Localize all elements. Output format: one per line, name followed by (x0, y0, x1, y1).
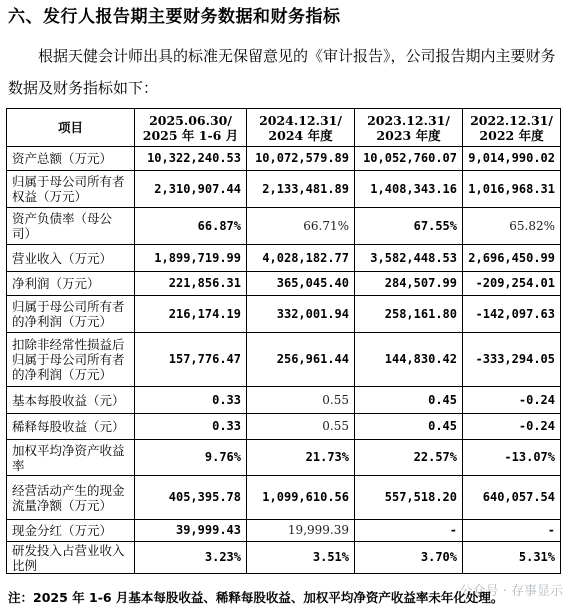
row-label: 资产负债率（母公司） (7, 208, 135, 245)
header-item: 项目 (7, 109, 135, 147)
row-label: 经营活动产生的现金流量净额（万元） (7, 476, 135, 520)
row-label: 归属于母公司所有者权益（万元） (7, 171, 135, 208)
watermark: 公众号 · 存事显示 (459, 584, 563, 599)
cell-value: - (355, 520, 463, 542)
cell-value: 22.57% (355, 440, 463, 476)
cell-value: 0.33 (135, 387, 247, 414)
cell-value: 0.33 (135, 414, 247, 440)
cell-value: 0.45 (355, 414, 463, 440)
cell-value: 0.45 (355, 387, 463, 414)
row-label: 资产总额（万元） (7, 147, 135, 171)
row-label: 稀释每股收益（元） (7, 414, 135, 440)
cell-value: 557,518.20 (355, 476, 463, 520)
row-label: 归属于母公司所有者的净利润（万元） (7, 296, 135, 333)
row-label: 研发投入占营业收入比例 (7, 542, 135, 574)
table-row (7, 476, 561, 520)
intro-paragraph (8, 40, 560, 104)
table-row (7, 387, 561, 414)
row-label: 净利润（万元） (7, 272, 135, 296)
header-2024: 2024.12.31/ 2024 年度 (247, 109, 355, 147)
cell-value: 405,395.78 (135, 476, 247, 520)
table-row (7, 542, 561, 574)
cell-value: 19,999.39 (247, 520, 355, 542)
row-label: 基本每股收益（元） (7, 387, 135, 414)
table-row (7, 208, 561, 245)
cell-value: 1,408,343.16 (355, 171, 463, 208)
cell-value: 3.51% (247, 542, 355, 574)
cell-value: 9,014,990.02 (463, 147, 561, 171)
table-row (7, 245, 561, 272)
cell-value: 365,045.40 (247, 272, 355, 296)
header-2022: 2022.12.31/ 2022 年度 (463, 109, 561, 147)
cell-value: 1,099,610.56 (247, 476, 355, 520)
cell-value: 66.87% (135, 208, 247, 245)
cell-value: 640,057.54 (463, 476, 561, 520)
table-row (7, 147, 561, 171)
cell-value: 39,999.43 (135, 520, 247, 542)
footnote: 注：2025 年 1-6 月基本每股收益、稀释每股收益、加权平均净资产收益率未年化处理。 (8, 590, 504, 605)
row-label: 加权平均净资产收益率 (7, 440, 135, 476)
cell-value: - (463, 520, 561, 542)
cell-value: 66.71% (247, 208, 355, 245)
header-2023: 2023.12.31/ 2023 年度 (355, 109, 463, 147)
financial-table (6, 108, 561, 574)
cell-value: -13.07% (463, 440, 561, 476)
cell-value: -0.24 (463, 387, 561, 414)
table-row (7, 296, 561, 333)
cell-value: -333,294.05 (463, 333, 561, 387)
cell-value: 144,830.42 (355, 333, 463, 387)
cell-value: -209,254.01 (463, 272, 561, 296)
cell-value: -142,097.63 (463, 296, 561, 333)
cell-value: 10,072,579.89 (247, 147, 355, 171)
section-heading: 六、发行人报告期主要财务数据和财务指标 (8, 7, 341, 27)
cell-value: 10,322,240.53 (135, 147, 247, 171)
table-row (7, 414, 561, 440)
cell-value: -0.24 (463, 414, 561, 440)
cell-value: 221,856.31 (135, 272, 247, 296)
cell-value: 3,582,448.53 (355, 245, 463, 272)
cell-value: 2,133,481.89 (247, 171, 355, 208)
table-row (7, 171, 561, 208)
cell-value: 5.31% (463, 542, 561, 574)
cell-value: 3.23% (135, 542, 247, 574)
cell-value: 65.82% (463, 208, 561, 245)
cell-value: 1,899,719.99 (135, 245, 247, 272)
cell-value: 216,174.19 (135, 296, 247, 333)
row-label: 营业收入（万元） (7, 245, 135, 272)
cell-value: 3.70% (355, 542, 463, 574)
cell-value: 332,001.94 (247, 296, 355, 333)
cell-value: 284,507.99 (355, 272, 463, 296)
intro-text: 根据天健会计师出具的标准无保留意见的《审计报告》，公司报告期内主要财务数据及财务指标如下： (8, 47, 556, 97)
cell-value: 21.73% (247, 440, 355, 476)
row-label: 扣除非经常性损益后归属于母公司所有者的净利润（万元） (7, 333, 135, 387)
table-row (7, 520, 561, 542)
cell-value: 1,016,968.31 (463, 171, 561, 208)
table-row (7, 440, 561, 476)
cell-value: 9.76% (135, 440, 247, 476)
cell-value: 2,696,450.99 (463, 245, 561, 272)
header-2025h1: 2025.06.30/ 2025 年 1-6 月 (135, 109, 247, 147)
table-row (7, 272, 561, 296)
cell-value: 0.55 (247, 414, 355, 440)
cell-value: 0.55 (247, 387, 355, 414)
cell-value: 10,052,760.07 (355, 147, 463, 171)
cell-value: 2,310,907.44 (135, 171, 247, 208)
cell-value: 256,961.44 (247, 333, 355, 387)
cell-value: 67.55% (355, 208, 463, 245)
cell-value: 258,161.80 (355, 296, 463, 333)
cell-value: 157,776.47 (135, 333, 247, 387)
table-row (7, 333, 561, 387)
cell-value: 4,028,182.77 (247, 245, 355, 272)
table-header-row (7, 109, 561, 147)
row-label: 现金分红（万元） (7, 520, 135, 542)
